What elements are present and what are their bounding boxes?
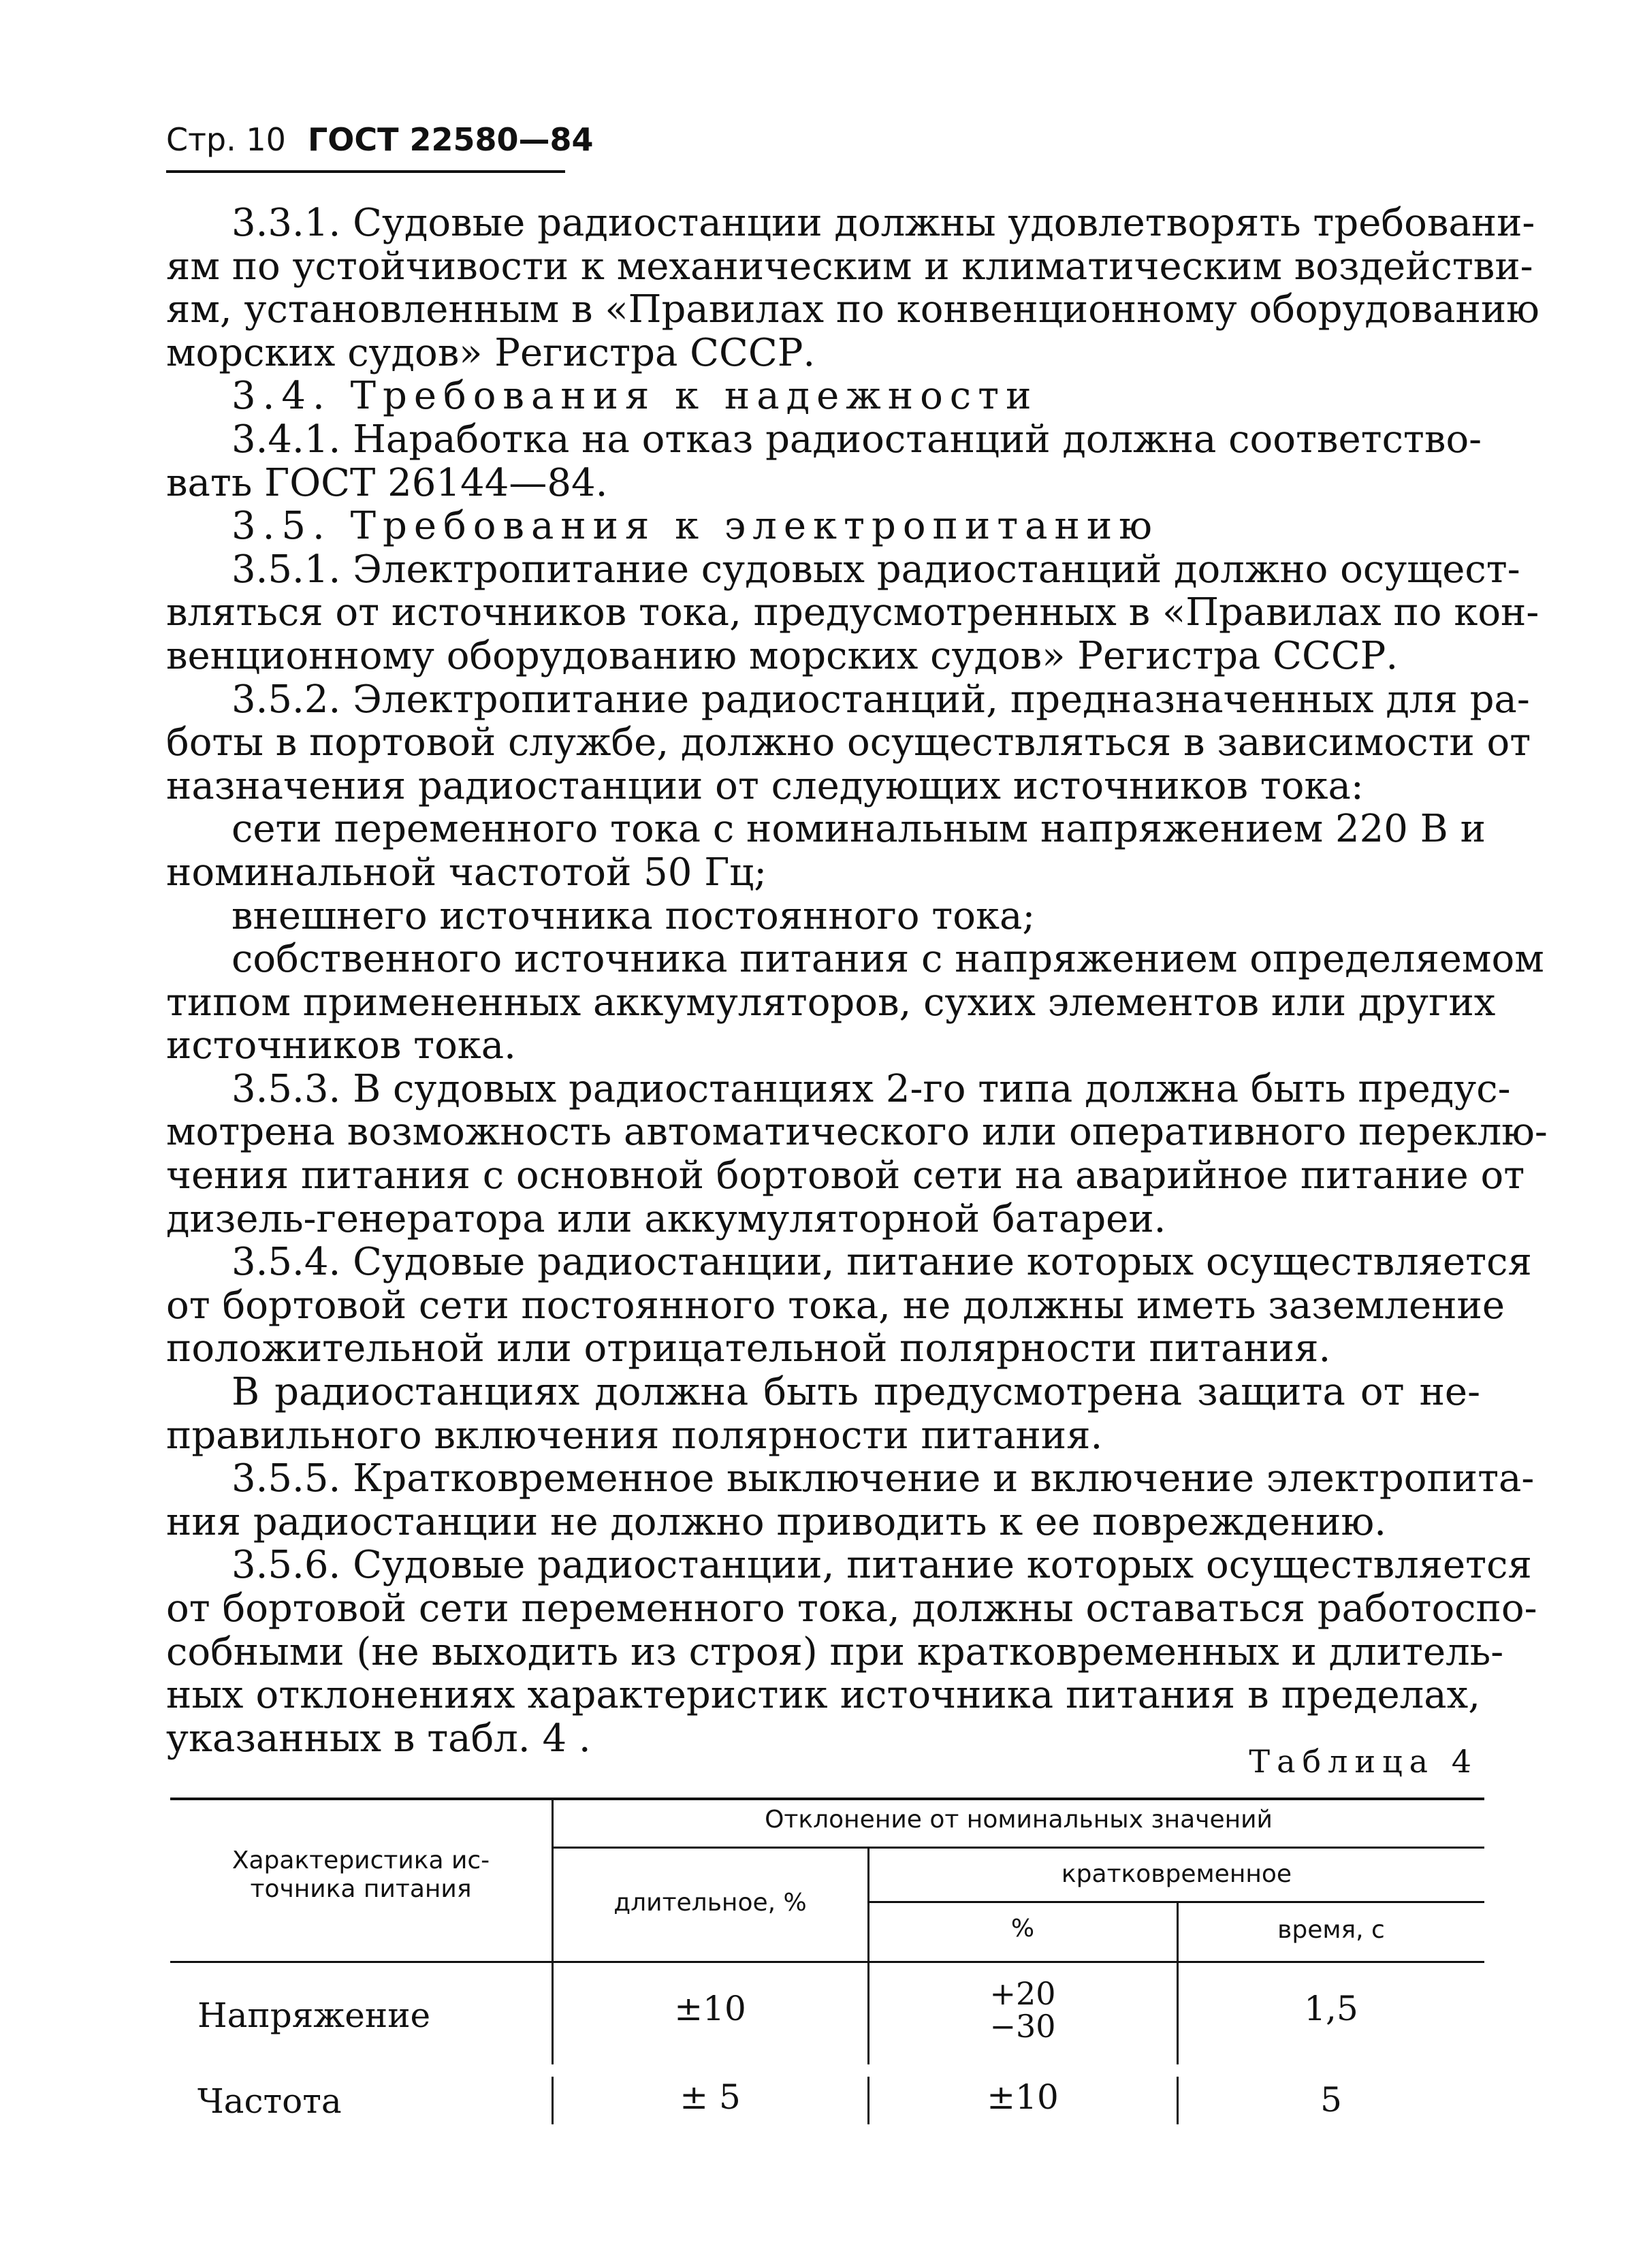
header-time: время, с: [1277, 1916, 1385, 1944]
header-rule-1: [553, 1847, 1484, 1849]
row-voltage-long: ±10: [674, 1989, 746, 2028]
paragraph-line: собными (не выходить из строя) при кратковременных и длитель-: [166, 1629, 1504, 1674]
paragraph-line: положительной или отрицательной полярности питания.: [166, 1326, 1331, 1371]
row-frequency-time: 5: [1320, 2080, 1342, 2120]
paragraph-line: 3.5.4. Судовые радиостанции, питание которых осуществляется: [232, 1240, 1532, 1285]
table-top-rule: [170, 1798, 1484, 1800]
paragraph-line: 3.5. Требования к электропитанию: [232, 504, 1159, 549]
header-deviation: Отклонение от номинальных значений: [765, 1806, 1273, 1834]
paragraph-line: 3.3.1. Судовые радиостанции должны удовлетворять требовани-: [232, 201, 1535, 245]
paragraph-line: внешнего источника постоянного тока;: [232, 893, 1036, 938]
header-percent: %: [1010, 1915, 1035, 1943]
paragraph-line: источников тока.: [166, 1023, 516, 1068]
row-frequency-name: Частота: [197, 2081, 342, 2121]
paragraph-line: указанных в табл. 4 .: [166, 1716, 591, 1761]
paragraph-line: дизель-генератора или аккумуляторной батареи.: [166, 1196, 1166, 1241]
paragraph-line: 3.5.5. Кратковременное выключение и включение электропита-: [232, 1456, 1535, 1501]
page-number: Стр. 10: [166, 121, 286, 158]
header-rule: [166, 170, 565, 173]
table-caption: Таблица 4: [1249, 1743, 1478, 1780]
paragraph-line: правильного включения полярности питания.: [166, 1413, 1103, 1458]
header-characteristic: Характеристика ис- точника питания: [232, 1847, 490, 1903]
paragraph-line: вать ГОСТ 26144—84.: [166, 460, 608, 505]
paragraph-line: морских судов» Регистра СССР.: [166, 330, 816, 375]
row-voltage-short-plus: +20: [989, 1975, 1056, 2012]
paragraph-line: 3.4. Требования к надежности: [232, 374, 1038, 419]
paragraph-line: венционному оборудованию морских судов» Регистра СССР.: [166, 633, 1399, 678]
table-header-bottom: [170, 1961, 1484, 1963]
paragraph-line: номинальной частотой 50 Гц;: [166, 850, 767, 895]
row-voltage-name: Напряжение: [197, 1996, 431, 2035]
row-voltage-short-minus: −30: [989, 2008, 1056, 2045]
paragraph-line: 3.5.6. Судовые радиостанции, питание которых осуществляется: [232, 1543, 1532, 1588]
row-frequency-long: ± 5: [680, 2077, 741, 2117]
header-long-term: длительное, %: [613, 1889, 807, 1917]
paragraph-line: сети переменного тока с номинальным напряжением 220 В и: [232, 807, 1486, 852]
paragraph-line: 3.5.3. В судовых радиостанциях 2-го типа должна быть предус-: [232, 1066, 1511, 1111]
paragraph-line: 3.4.1. Наработка на отказ радиостанций должна соответство-: [232, 417, 1482, 462]
paragraph-line: В радиостанциях должна быть предусмотрена защита от не-: [232, 1370, 1480, 1415]
document-body: [166, 201, 1548, 1761]
row-frequency-short: ±10: [987, 2077, 1059, 2117]
paragraph-line: мотрена возможность автоматического или оперативного переклю-: [166, 1110, 1548, 1155]
paragraph-line: ям, установленным в «Правилах по конвенционному оборудованию: [166, 287, 1539, 332]
paragraph-line: 3.5.2. Электропитание радиостанций, предназначенных для ра-: [232, 677, 1530, 722]
standard-number: ГОСТ 22580—84: [307, 121, 594, 158]
paragraph-line: ям по устойчивости к механическим и климатическим воздействи-: [166, 244, 1533, 289]
paragraph-line: от бортовой сети переменного тока, должны оставаться работоспо-: [166, 1586, 1537, 1631]
paragraph-line: типом примененных аккумуляторов, сухих элементов или других: [166, 980, 1496, 1025]
header-short-term: кратковременное: [1061, 1860, 1292, 1888]
paragraph-line: вляться от источников тока, предусмотренных в «Правилах по кон-: [166, 590, 1539, 635]
paragraph-line: ных отклонениях характеристик источника питания в пределах,: [166, 1673, 1480, 1718]
paragraph-line: 3.5.1. Электропитание судовых радиостанций должно осущест-: [232, 547, 1520, 592]
paragraph-line: ния радиостанции не должно приводить к ее повреждению.: [166, 1499, 1387, 1544]
paragraph-line: чения питания с основной бортовой сети на аварийное питание от: [166, 1153, 1525, 1198]
paragraph-line: боты в портовой службе, должно осуществляться в зависимости от: [166, 720, 1531, 765]
paragraph-line: собственного источника питания с напряжением определяемом: [232, 937, 1544, 982]
row-voltage-time: 1,5: [1304, 1989, 1358, 2028]
page-header: [166, 121, 594, 158]
paragraph-line: от бортовой сети постоянного тока, не должны иметь заземление: [166, 1283, 1505, 1328]
paragraph-line: назначения радиостанции от следующих источников тока:: [166, 763, 1364, 808]
